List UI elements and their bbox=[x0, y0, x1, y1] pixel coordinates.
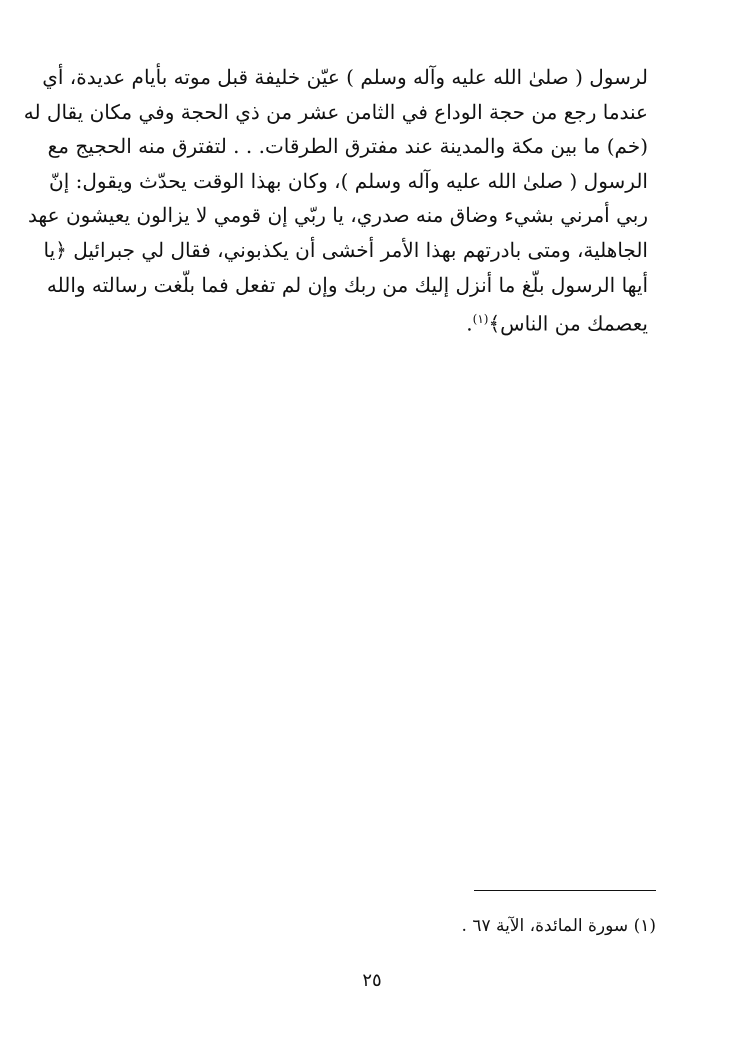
text-line: عندما رجع من حجة الوداع في الثامن عشر من ذي الحجة وفي مكان يقال له bbox=[23, 99, 648, 124]
text-line: أيها الرسول بلّغ ما أنزل إليك من ربك وإن لم تفعل فما بلّغت رسالته والله bbox=[46, 272, 648, 297]
text-line: لرسول ( صلىٰ الله عليه وآله وسلم ) عيّن خليفة قبل موته بأيام عديدة، أي bbox=[42, 65, 648, 89]
text-line: الجاهلية، ومتى بادرتهم بهذا الأمر أخشى أن يكذبوني، فقال لي جبرائيل ﴿يا bbox=[43, 237, 648, 262]
last-line-end: . bbox=[466, 311, 473, 336]
page-number: ٢٥ bbox=[362, 970, 382, 991]
text-line-last bbox=[98, 302, 648, 337]
text-line: الرسول ( صلىٰ الله عليه وآله وسلم )، وكان بهذا الوقت يحدّث ويقول: إنّ bbox=[49, 168, 648, 193]
last-line-text: يعصمك من الناس﴾ bbox=[488, 311, 648, 336]
main-text bbox=[23, 60, 648, 337]
text-line: (خم) ما بين مكة والمدينة عند مفترق الطرقات. . . لتفترق منه الحجيج مع bbox=[47, 134, 648, 159]
footnote-separator bbox=[474, 890, 656, 891]
text-line: ربي أمرني بشيء وضاق منه صدري، يا ربّي إن قومي لا يزالون يعيشون عهد bbox=[27, 203, 648, 228]
footnote-marker: (١) bbox=[472, 312, 489, 327]
footnote: (١) سورة المائدة، الآية ٦٧ . bbox=[461, 916, 656, 936]
